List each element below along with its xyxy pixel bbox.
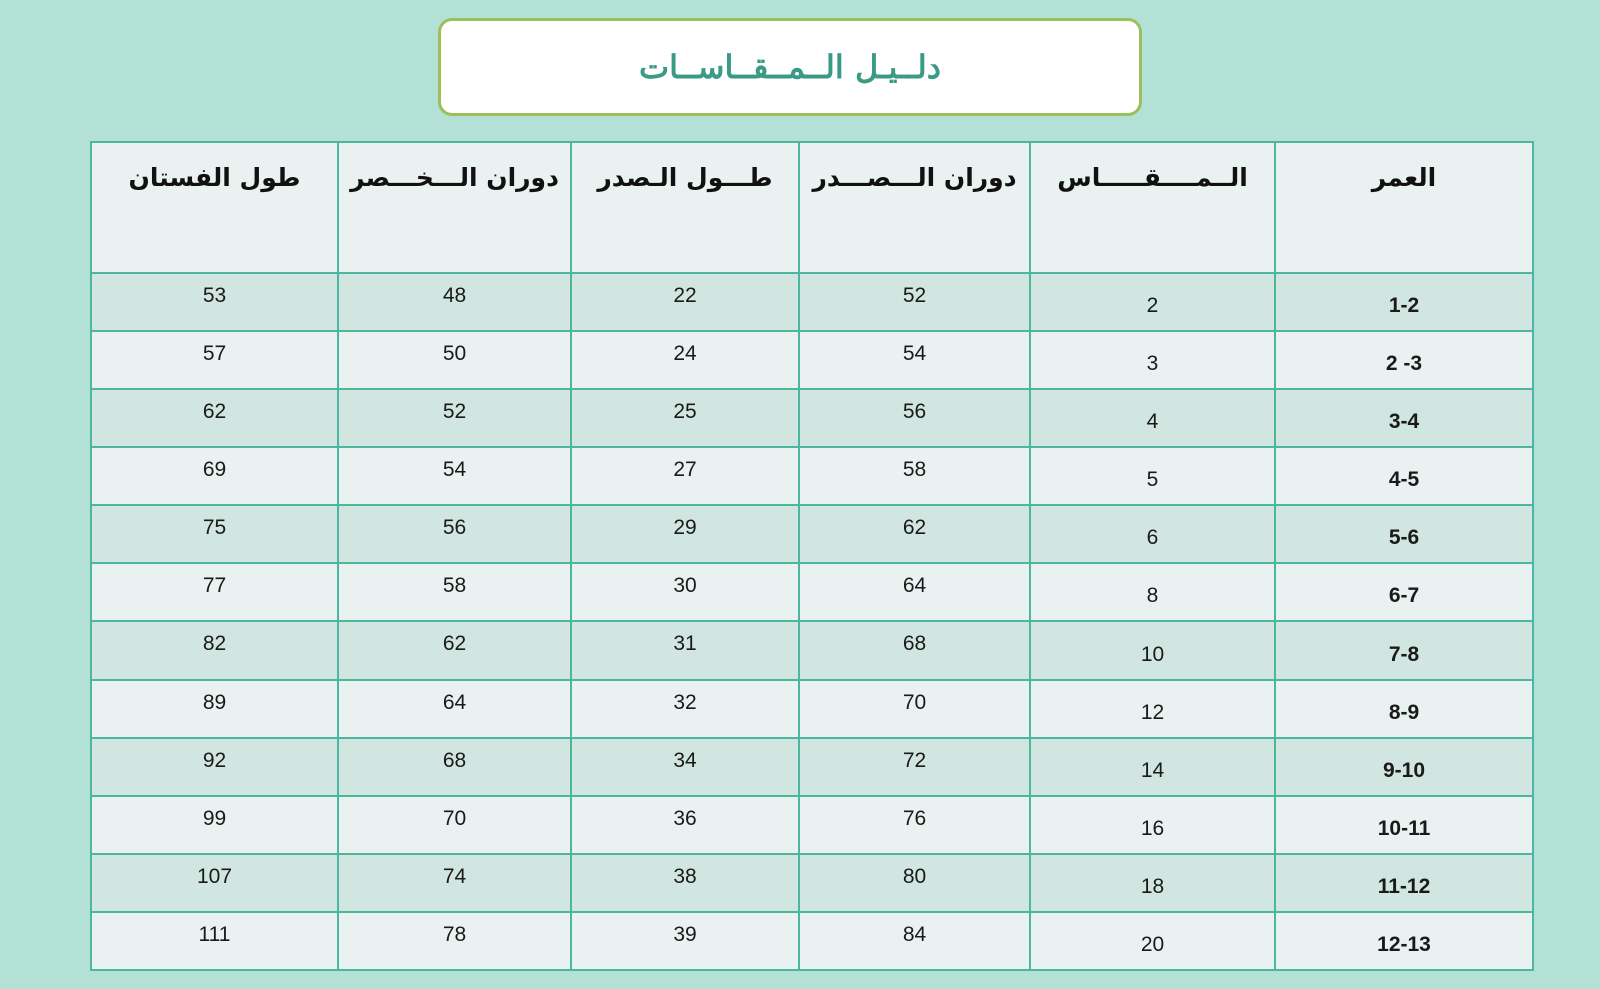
cell-age: 5-6 [1275, 505, 1533, 563]
cell-size: 3 [1030, 331, 1275, 389]
table-row [91, 621, 1533, 679]
cell-age: 11-12 [1275, 854, 1533, 912]
cell-size: 2 [1030, 273, 1275, 331]
table-row [91, 505, 1533, 563]
cell-chest-circumference: 80 [799, 854, 1030, 912]
cell-dress-length: 62 [91, 389, 338, 447]
cell-waist-circumference: 52 [338, 389, 571, 447]
cell-chest-circumference: 72 [799, 738, 1030, 796]
cell-dress-length: 77 [91, 563, 338, 621]
cell-chest-length: 22 [571, 273, 799, 331]
cell-size: 20 [1030, 912, 1275, 970]
cell-chest-length: 27 [571, 447, 799, 505]
size-table-container [90, 141, 1532, 971]
cell-chest-length: 38 [571, 854, 799, 912]
cell-chest-circumference: 62 [799, 505, 1030, 563]
cell-dress-length: 111 [91, 912, 338, 970]
cell-dress-length: 57 [91, 331, 338, 389]
cell-dress-length: 92 [91, 738, 338, 796]
cell-size: 10 [1030, 621, 1275, 679]
cell-age: 1-2 [1275, 273, 1533, 331]
cell-size: 18 [1030, 854, 1275, 912]
cell-chest-circumference: 68 [799, 621, 1030, 679]
table-row [91, 273, 1533, 331]
cell-dress-length: 69 [91, 447, 338, 505]
cell-waist-circumference: 62 [338, 621, 571, 679]
cell-age: 3-4 [1275, 389, 1533, 447]
cell-dress-length: 82 [91, 621, 338, 679]
cell-chest-length: 24 [571, 331, 799, 389]
cell-dress-length: 75 [91, 505, 338, 563]
cell-age: 4-5 [1275, 447, 1533, 505]
table-row [91, 389, 1533, 447]
page-title: دلــيـل الــمــقــاســات [639, 48, 941, 86]
cell-size: 16 [1030, 796, 1275, 854]
cell-chest-length: 39 [571, 912, 799, 970]
cell-size: 8 [1030, 563, 1275, 621]
table-row [91, 331, 1533, 389]
cell-waist-circumference: 56 [338, 505, 571, 563]
table-row [91, 796, 1533, 854]
cell-chest-circumference: 56 [799, 389, 1030, 447]
cell-chest-length: 30 [571, 563, 799, 621]
title-box [438, 18, 1142, 116]
cell-chest-length: 31 [571, 621, 799, 679]
table-header-row [91, 142, 1533, 273]
cell-chest-length: 32 [571, 680, 799, 738]
table-row [91, 680, 1533, 738]
cell-waist-circumference: 50 [338, 331, 571, 389]
cell-dress-length: 89 [91, 680, 338, 738]
cell-size: 12 [1030, 680, 1275, 738]
cell-waist-circumference: 74 [338, 854, 571, 912]
header-size: الــمــــقـــــاس [1030, 142, 1275, 273]
cell-waist-circumference: 64 [338, 680, 571, 738]
cell-size: 6 [1030, 505, 1275, 563]
cell-age: 2 -3 [1275, 331, 1533, 389]
cell-dress-length: 99 [91, 796, 338, 854]
cell-dress-length: 53 [91, 273, 338, 331]
size-table [90, 141, 1534, 971]
cell-chest-length: 25 [571, 389, 799, 447]
cell-chest-length: 29 [571, 505, 799, 563]
header-waist-circumference: دوران الـــخـــصر [338, 142, 571, 273]
cell-chest-length: 34 [571, 738, 799, 796]
header-chest-length: طـــول الـصدر [571, 142, 799, 273]
cell-chest-circumference: 84 [799, 912, 1030, 970]
table-row [91, 738, 1533, 796]
cell-dress-length: 107 [91, 854, 338, 912]
cell-waist-circumference: 78 [338, 912, 571, 970]
header-age: العمر [1275, 142, 1533, 273]
cell-age: 9-10 [1275, 738, 1533, 796]
table-row [91, 563, 1533, 621]
cell-waist-circumference: 58 [338, 563, 571, 621]
cell-age: 6-7 [1275, 563, 1533, 621]
cell-chest-circumference: 76 [799, 796, 1030, 854]
header-chest-circumference: دوران الـــصـــدر [799, 142, 1030, 273]
cell-age: 8-9 [1275, 680, 1533, 738]
cell-chest-length: 36 [571, 796, 799, 854]
header-dress-length: طول الفستان [91, 142, 338, 273]
cell-age: 7-8 [1275, 621, 1533, 679]
cell-age: 10-11 [1275, 796, 1533, 854]
cell-waist-circumference: 48 [338, 273, 571, 331]
cell-size: 4 [1030, 389, 1275, 447]
cell-waist-circumference: 68 [338, 738, 571, 796]
cell-chest-circumference: 52 [799, 273, 1030, 331]
cell-chest-circumference: 54 [799, 331, 1030, 389]
cell-size: 5 [1030, 447, 1275, 505]
cell-chest-circumference: 58 [799, 447, 1030, 505]
cell-chest-circumference: 70 [799, 680, 1030, 738]
cell-size: 14 [1030, 738, 1275, 796]
cell-waist-circumference: 70 [338, 796, 571, 854]
table-row [91, 912, 1533, 970]
cell-waist-circumference: 54 [338, 447, 571, 505]
table-row [91, 854, 1533, 912]
table-row [91, 447, 1533, 505]
cell-chest-circumference: 64 [799, 563, 1030, 621]
cell-age: 12-13 [1275, 912, 1533, 970]
